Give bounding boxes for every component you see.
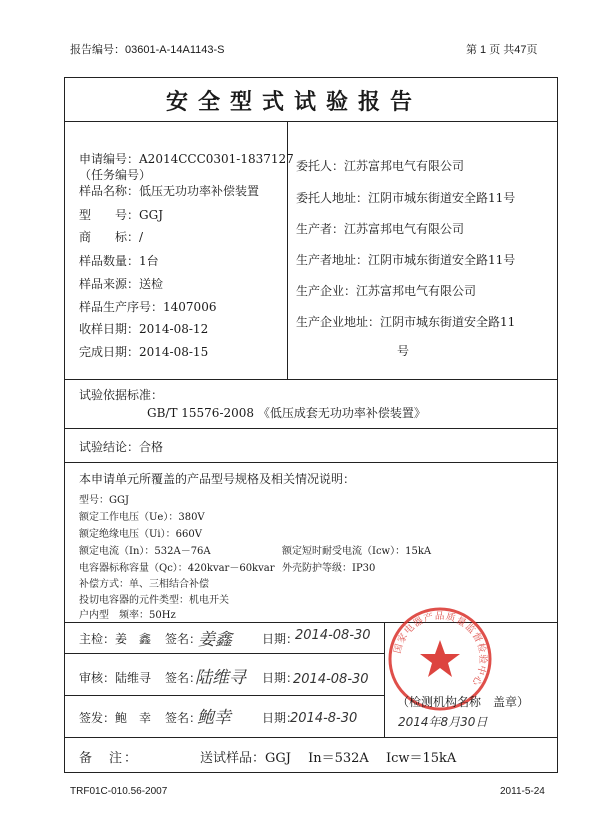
inspector-date: 2014-08-30 xyxy=(295,628,371,643)
sign-label: 签名： xyxy=(165,711,202,725)
sample-trademark: 商 标：/ xyxy=(79,230,144,244)
coverage-model: 型号：GGJ xyxy=(79,495,129,506)
reviewer: 审核：陆维寻 xyxy=(79,671,152,685)
date-label: 日期： xyxy=(262,632,299,646)
short-time-current: 额定短时耐受电流（Icw）：15kA xyxy=(282,546,432,557)
sample-quantity: 样品数量：1台 xyxy=(79,254,159,268)
test-basis-standard: GB/T 15576-2008 《低压成套无功功率补偿装置》 xyxy=(147,406,426,420)
indoor-frequency: 户内型 频率：50Hz xyxy=(79,610,176,621)
compensation-mode: 补偿方式：单、三相结合补偿 xyxy=(79,579,209,590)
client-address: 委托人地址：江阴市城东街道安全路11号 xyxy=(296,191,516,205)
sign-label: 签名： xyxy=(165,632,202,646)
divider-title xyxy=(64,121,558,122)
stamp-ring-text: 国家电器产品质量监督检验中心 xyxy=(392,610,489,689)
stamp-date: 2014年8月30日 xyxy=(398,715,488,729)
insulation-voltage: 额定绝缘电压（Ui）：660V xyxy=(79,529,202,540)
sample-serial: 样品生产序号：1407006 xyxy=(79,300,217,314)
receipt-date: 收样日期：2014-08-12 xyxy=(79,322,209,336)
report-number: 报告编号：03601-A-14A1143-S xyxy=(70,44,225,56)
capacitor-capacity: 电容器标称容量（Qc）：420kvar－60kvar xyxy=(79,563,275,574)
stamp-caption: （检测机构名称 盖章） xyxy=(397,695,530,709)
test-conclusion: 试验结论：合格 xyxy=(79,440,164,454)
switching-element: 投切电容器的元件类型：机电开关 xyxy=(79,595,229,606)
date-label: 日期： xyxy=(262,711,299,725)
sample-source: 样品来源：送检 xyxy=(79,277,164,291)
divider-signatures xyxy=(64,737,558,738)
divider-sign-2 xyxy=(64,695,384,696)
remarks-label: 备 注： xyxy=(79,751,140,766)
reviewer-signature: 陆维寻 xyxy=(195,668,246,688)
inspector: 主检：姜 鑫 xyxy=(79,632,152,646)
sample-name: 样品名称：低压无功功率补偿装置 xyxy=(79,184,260,198)
client: 委托人：江苏富邦电气有限公司 xyxy=(296,159,465,173)
sign-label: 签名： xyxy=(165,671,202,685)
coverage-title: 本申请单元所覆盖的产品型号规格及相关情况说明： xyxy=(79,472,356,486)
page-indicator: 第 1 页 共47页 xyxy=(466,44,538,56)
ip-rating: 外壳防护等级：IP30 xyxy=(282,563,376,574)
reviewer-date: 2014-08-30 xyxy=(293,672,369,687)
test-basis-label: 试验依据标准： xyxy=(79,388,164,402)
completion-date: 完成日期：2014-08-15 xyxy=(79,345,209,359)
sample-model: 型 号：GGJ xyxy=(79,208,163,222)
divider-sign-1 xyxy=(64,653,384,654)
rated-current: 额定电流（In）：532A－76A xyxy=(79,546,211,557)
inspector-signature: 姜鑫 xyxy=(198,630,232,650)
divider-basis xyxy=(64,428,558,429)
report-title: 安全型式试验报告 xyxy=(166,89,423,115)
divider-conclusion xyxy=(64,462,558,463)
stamp-star-icon xyxy=(420,640,460,677)
issuer: 签发：鲍 幸 xyxy=(79,711,152,725)
producer-address: 生产者地址：江阴市城东街道安全路11号 xyxy=(296,253,516,267)
manufacturer-address: 生产企业地址：江阴市城东街道安全路11 xyxy=(296,315,516,329)
issuer-date: 2014-8-30 xyxy=(290,711,358,726)
task-number: （任务编号） xyxy=(79,168,152,182)
manufacturer-address-cont: 号 xyxy=(397,344,410,358)
form-date: 2011-5-24 xyxy=(500,786,545,797)
issuer-signature: 鲍幸 xyxy=(197,708,231,728)
manufacturer: 生产企业：江苏富邦电气有限公司 xyxy=(296,284,477,298)
form-code: TRF01C-010.56-2007 xyxy=(70,786,168,797)
rated-voltage: 额定工作电压（Ue）：380V xyxy=(79,512,205,523)
date-label: 日期： xyxy=(262,671,299,685)
producer: 生产者：江苏富邦电气有限公司 xyxy=(296,222,465,236)
divider-info xyxy=(64,379,558,380)
application-number: 申请编号：A2014CCC0301-1837127 xyxy=(79,152,294,166)
remarks-value: 送试样品：GGJ In＝532A Icw＝15kA xyxy=(200,751,457,766)
